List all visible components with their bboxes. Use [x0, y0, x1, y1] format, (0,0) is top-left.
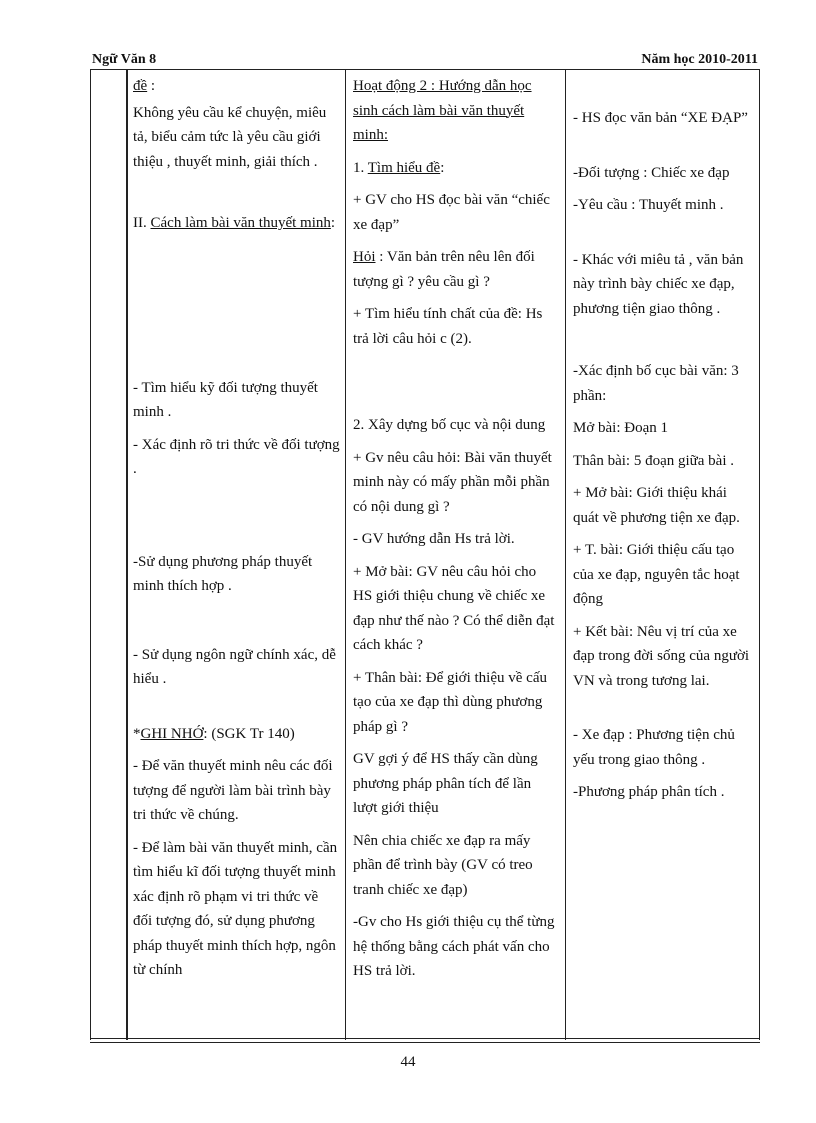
student-para-9: + T. bài: Giới thiệu cấu tạo của xe đạp, nguyên tắc hoạt động [573, 542, 740, 607]
section-2-title: Cách làm bài văn thuyết minh [150, 215, 331, 231]
step-1-prefix: 1. [353, 159, 368, 176]
student-para-11: - Xe đạp : Phương tiện chủ yếu trong giao thông . [573, 727, 735, 768]
activity-para-8: + Thân bài: Để giới thiệu về cấu tạo của xe đạp thì dùng phương pháp gì ? [353, 669, 547, 735]
table-border-right [759, 70, 760, 1040]
student-para-7: Thân bài: 5 đoạn giữa bài . [573, 452, 735, 469]
section-2-colon: : [330, 215, 336, 231]
student-para-2: -Đối tượng : Chiếc xe đạp [573, 164, 730, 181]
header-school-year: Năm học 2010-2011 [641, 52, 758, 67]
ghinho-ref: : (SGK Tr 140) [203, 725, 295, 742]
activity-para-7: + Mở bài: GV nêu câu hỏi cho HS giới thiệu chung về chiếc xe đạp như thế nào ? Có thể diễn đạt cách khác ? [353, 563, 555, 653]
table-border-col2 [565, 70, 566, 1040]
step-1-title: Tìm hiểu đề [367, 159, 441, 176]
ghinho-label: GHI NHỚ [140, 725, 204, 742]
content-column [133, 74, 340, 991]
student-para-12: -Phương pháp phân tích . [573, 784, 725, 800]
activity-para-10: Nên chia chiếc xe đạp ra mấy phần để trình bày (GV có treo tranh chiếc xe đạp) [353, 832, 533, 898]
table-border-col1 [345, 70, 346, 1040]
activity-2-title: Hoạt động 2 : Hướng dẫn học sinh cách làm bài văn thuyết minh: [353, 78, 532, 143]
activity-para-3: + Tìm hiểu tính chất của đề: Hs trả lời câu hỏi c (2). [353, 306, 543, 347]
activity-para-4: 2. Xây dựng bố cục và nội dung [353, 417, 546, 433]
student-para-6: Mở bài: Đoạn 1 [573, 420, 669, 436]
de-colon: : [147, 78, 156, 94]
de-label: đề [133, 78, 148, 94]
student-para-4: - Khác với miêu tả , văn bản này trình bày chiếc xe đạp, phương tiện giao thông . [573, 251, 744, 317]
header-subject: Ngữ Văn 8 [92, 52, 157, 67]
student-para-10: + Kết bài: Nêu vị trí của xe đạp trong đời sống của người VN và trong tương lai. [573, 623, 750, 689]
activity-para-11: -Gv cho Hs giới thiệu cụ thể từng hệ thống bằng cách phát vấn cho HS trả lời. [353, 914, 555, 979]
activity-para-6: - GV hướng dẫn Hs trả lời. [353, 531, 515, 547]
content-para-1: Không yêu cầu kể chuyện, miêu tả, biểu cảm tức là yêu cầu giới thiệu , thuyết minh, giải thích . [133, 104, 327, 170]
student-para-3: -Yêu cầu : Thuyết minh . [573, 197, 724, 213]
table-border-bottom-outer [90, 1042, 760, 1043]
activity-para-1: + GV cho HS đọc bài văn “chiếc xe đạp” [353, 192, 550, 233]
student-para-1: - HS đọc văn bản “XE ĐẠP” [573, 110, 748, 126]
student-para-8: + Mở bài: Giới thiệu khái quát về phương tiện xe đạp. [573, 485, 740, 526]
content-para-9: - Để làm bài văn thuyết minh, cần tìm hiểu kĩ đối tượng thuyết minh xác định rõ phạm vi tri thức về đối tượng đó, sử dụng phương pháp thuyết minh thích hợp, ngôn từ chính [133, 839, 338, 978]
student-para-5: -Xác định bố cục bài văn: 3 phần: [573, 363, 739, 404]
ghinho-star: * [133, 725, 141, 742]
content-para-4: - Xác định rõ tri thức về đối tượng . [133, 436, 340, 477]
content-para-6: - Sử dụng ngôn ngữ chính xác, dễ hiểu . [133, 646, 336, 687]
table-border-left [90, 70, 91, 1040]
table-border-bottom [90, 1038, 760, 1039]
teacher-activity-column [353, 74, 558, 992]
hoi-label: Hỏi [353, 249, 376, 265]
content-para-5: -Sử dụng phương pháp thuyết minh thích hợp . [133, 553, 313, 594]
page-number: 44 [400, 1054, 416, 1070]
activity-para-9: GV gợi ý để HS thấy cần dùng phương pháp phân tích để lần lượt giới thiệu [353, 751, 538, 816]
section-2-prefix: II. [133, 215, 151, 231]
activity-para-5: + Gv nêu câu hỏi: Bài văn thuyết minh này có mấy phần mỗi phần có nội dung gì ? [353, 449, 552, 515]
content-para-3: - Tìm hiểu kỹ đối tượng thuyết minh . [133, 379, 318, 420]
student-activity-column [573, 74, 753, 813]
table-border-col0 [126, 70, 128, 1040]
content-para-8: - Để văn thuyết minh nêu các đối tượng để người làm bài trình bày tri thức về chúng. [133, 758, 333, 823]
lesson-table [90, 70, 760, 1042]
hoi-question: : Văn bản trên nêu lên đối tượng gì ? yêu cầu gì ? [353, 249, 535, 290]
step-1-colon: : [440, 159, 445, 176]
